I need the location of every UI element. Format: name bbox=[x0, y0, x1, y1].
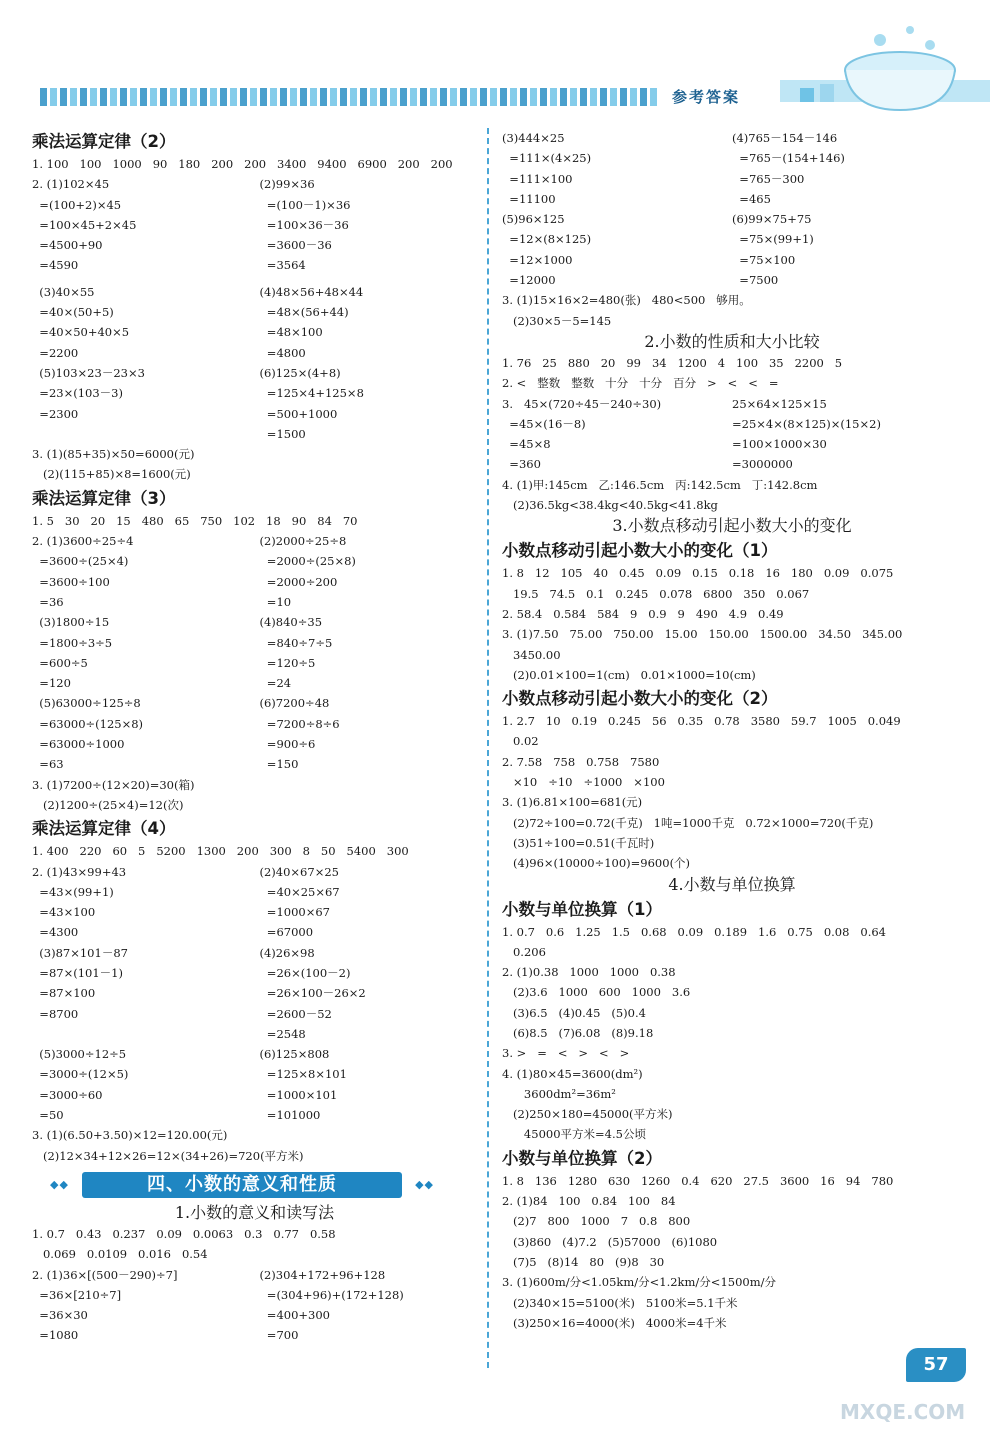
answer-row bbox=[32, 1085, 477, 1105]
answer-cell-left: (5)96×125 bbox=[502, 212, 565, 227]
answer-row bbox=[32, 572, 477, 592]
answer-cell-left: 2. (1)36×[(500－290)÷7] bbox=[32, 1267, 178, 1282]
answer-cell-right: =48×100 bbox=[259, 325, 323, 340]
subsection-heading: 2.小数的性质和大小比较 bbox=[644, 331, 820, 351]
answer-cell-left: =63 bbox=[32, 757, 64, 772]
answer-cell-right: =2000÷200 bbox=[259, 574, 338, 589]
answer-line: 3. (1)(6.50+3.50)×12=120.00(元) bbox=[32, 1128, 228, 1143]
answer-line: 2. 58.4 0.584 584 9 0.9 9 490 4.9 0.49 bbox=[502, 606, 784, 621]
answer-cell-left: =87×100 bbox=[32, 986, 96, 1001]
answer-cell-left: (3)1800÷15 bbox=[32, 615, 110, 630]
answer-cell-right: (6)125×808 bbox=[259, 1047, 330, 1062]
answer-row bbox=[502, 454, 962, 474]
answer-cell-left: (5)103×23－23×3 bbox=[32, 365, 145, 380]
answer-cell-left: =23×(103－3) bbox=[32, 386, 123, 401]
answer-line: 4. (1)甲:145cm 乙:146.5cm 丙:142.5cm 丁:142.8cm bbox=[502, 477, 818, 492]
section-heading: 乘法运算定律（2） bbox=[32, 132, 176, 151]
answer-row bbox=[32, 1285, 477, 1305]
answer-row bbox=[502, 189, 962, 209]
answer-line: 1. 100 100 1000 90 180 200 200 3400 9400 6900 200 200 bbox=[32, 157, 453, 171]
answer-line: 1. 8 136 1280 630 1260 0.4 620 27.5 3600 16 94 780 bbox=[502, 1173, 894, 1188]
answer-line: (2)(115+85)×8=1600(元) bbox=[32, 467, 191, 482]
answer-row bbox=[32, 1305, 477, 1325]
answer-row bbox=[32, 1064, 477, 1084]
answer-cell-left: 2. (1)3600÷25÷4 bbox=[32, 534, 134, 549]
answer-cell-right: =2600－52 bbox=[259, 1006, 332, 1021]
answer-row bbox=[32, 383, 477, 403]
answer-row bbox=[32, 255, 477, 275]
answer-row bbox=[32, 673, 477, 693]
answer-cell-right: =1000×101 bbox=[259, 1087, 338, 1102]
answer-cell-left: =111×100 bbox=[502, 171, 573, 186]
answer-row bbox=[32, 754, 477, 774]
answer-line: (2)250×180=45000(平方米) bbox=[502, 1107, 673, 1122]
answer-row bbox=[32, 282, 477, 302]
answer-line: (6)8.5 (7)6.08 (8)9.18 bbox=[502, 1025, 654, 1040]
answer-cell-right: (2)40×67×25 bbox=[259, 864, 339, 879]
answer-row bbox=[32, 1105, 477, 1125]
answer-cell-left: =100×45+2×45 bbox=[32, 217, 137, 232]
answer-line: (7)5 (8)14 80 (9)8 30 bbox=[502, 1254, 665, 1269]
answer-row bbox=[502, 434, 962, 454]
answer-line: (2)3.6 1000 600 1000 3.6 bbox=[502, 985, 691, 1000]
answer-cell-left: =50 bbox=[32, 1108, 64, 1123]
answer-line: (2)0.01×100=1(cm) 0.01×1000=10(cm) bbox=[502, 667, 756, 682]
answer-line: (2)36.5kg<38.4kg<40.5kg<41.8kg bbox=[502, 498, 718, 513]
answer-row bbox=[32, 922, 477, 942]
answer-line: 0.02 bbox=[502, 734, 539, 749]
answer-cell-left: =40×50+40×5 bbox=[32, 325, 130, 340]
answer-cell-right: =7500 bbox=[732, 273, 779, 288]
answer-line: 3. (1)6.81×100=681(元) bbox=[502, 795, 643, 810]
answer-cell-right: (6)125×(4+8) bbox=[259, 365, 341, 380]
answer-line: 2. (1)84 100 0.84 100 84 bbox=[502, 1194, 676, 1209]
answer-row bbox=[32, 714, 477, 734]
answer-line: 3. (1)(85+35)×50=6000(元) bbox=[32, 447, 195, 462]
answer-line: (2)1200÷(25×4)=12(次) bbox=[32, 797, 184, 812]
answer-row bbox=[32, 235, 477, 255]
teacup-illustration-icon bbox=[780, 10, 990, 120]
answer-cell-left: =45×8 bbox=[502, 437, 551, 452]
answer-cell-right: (4)26×98 bbox=[259, 945, 315, 960]
answer-line: 3. (1)600m/分<1.05km/分<1.2km/分<1500m/分 bbox=[502, 1275, 776, 1290]
answer-row bbox=[502, 250, 962, 270]
answer-row bbox=[32, 983, 477, 1003]
answer-cell-left: =360 bbox=[502, 457, 541, 472]
answer-cell-left: =12000 bbox=[502, 273, 556, 288]
answer-cell-right: =67000 bbox=[259, 925, 314, 940]
answer-cell-right: =(304+96)+(172+128) bbox=[259, 1287, 404, 1302]
answer-cell-left: =12×(8×125) bbox=[502, 232, 592, 247]
answer-line: 2. 7.58 758 0.758 7580 bbox=[502, 754, 660, 769]
answer-cell-right: =(100－1)×36 bbox=[259, 197, 351, 212]
answer-cell-right: =7200÷8÷6 bbox=[259, 716, 340, 731]
answer-cell-right: (4)48×56+48×44 bbox=[259, 284, 364, 299]
answer-cell-right: (4)840÷35 bbox=[259, 615, 323, 630]
answer-cell-left: =3600÷(25×4) bbox=[32, 554, 129, 569]
column-divider bbox=[487, 128, 489, 1368]
answer-cell-right: (2)304+172+96+128 bbox=[259, 1267, 386, 1282]
answer-cell-right: 25×64×125×15 bbox=[732, 396, 827, 411]
answer-cell-right: =700 bbox=[259, 1328, 299, 1343]
answer-cell-right: =120÷5 bbox=[259, 655, 316, 670]
header-decorative-band bbox=[40, 88, 660, 106]
answer-cell-right: =25×4×(8×125)×(15×2) bbox=[732, 416, 881, 431]
answer-line: 45000平方米=4.5公顷 bbox=[502, 1127, 646, 1142]
answer-row bbox=[502, 394, 962, 414]
answer-cell-left: (3)444×25 bbox=[502, 131, 565, 145]
answer-row bbox=[32, 531, 477, 551]
answer-cell-left: =63000÷1000 bbox=[32, 737, 125, 752]
answer-cell-right: =150 bbox=[259, 757, 299, 772]
answer-cell-right: =465 bbox=[732, 191, 771, 206]
answer-row bbox=[32, 404, 477, 424]
answer-cell-right: =900÷6 bbox=[259, 737, 316, 752]
answer-row bbox=[32, 882, 477, 902]
answer-cell-left: =36 bbox=[32, 594, 64, 609]
answer-row bbox=[32, 612, 477, 632]
answer-row bbox=[32, 592, 477, 612]
answer-line: (3)51÷100=0.51(千瓦时) bbox=[502, 835, 655, 850]
answer-cell-right: =840÷7÷5 bbox=[259, 635, 333, 650]
answer-line: (3)250×16=4000(米) 4000米=4千米 bbox=[502, 1315, 727, 1330]
answer-cell-left: =43×100 bbox=[32, 905, 96, 920]
answer-cell-left: =1800÷3÷5 bbox=[32, 635, 113, 650]
answer-line: (4)96×(10000÷100)=9600(个) bbox=[502, 856, 691, 871]
answer-cell-right: =765－(154+146) bbox=[732, 151, 845, 166]
answer-cell-left bbox=[32, 1024, 250, 1044]
answer-row bbox=[502, 169, 962, 189]
answer-cell-left: (5)63000÷125÷8 bbox=[32, 696, 141, 711]
answer-line: 3. (1)7200÷(12×20)=30(箱) bbox=[32, 777, 195, 792]
answer-cell-left: =36×[210÷7] bbox=[32, 1287, 122, 1302]
answer-cell-left: =(100+2)×45 bbox=[32, 197, 122, 212]
answer-cell-left: =40×(50+5) bbox=[32, 305, 114, 320]
answer-cell-left: =1080 bbox=[32, 1328, 79, 1343]
answer-line: 3. (1)7.50 75.00 750.00 15.00 150.00 1500.00 34.50 345.00 bbox=[502, 627, 903, 642]
answer-cell-right: =1500 bbox=[259, 426, 306, 441]
answer-line: 3. > = < > < > bbox=[502, 1046, 630, 1061]
right-column bbox=[502, 128, 962, 1333]
answer-cell-right: =125×4+125×8 bbox=[259, 386, 364, 401]
answer-line: 1. 400 220 60 5 5200 1300 200 300 8 50 5400 300 bbox=[32, 844, 409, 859]
answer-cell-left bbox=[32, 424, 250, 444]
answer-row bbox=[32, 633, 477, 653]
answer-line: (2)30×5－5=145 bbox=[502, 313, 612, 328]
answer-line: 1. 76 25 880 20 99 34 1200 4 100 35 2200 5 bbox=[502, 355, 843, 370]
subsection-heading: 1.小数的意义和读写法 bbox=[174, 1202, 335, 1222]
answer-line: 1. 0.7 0.6 1.25 1.5 0.68 0.09 0.189 1.6 0.75 0.08 0.64 bbox=[502, 924, 887, 939]
answer-row bbox=[32, 1325, 477, 1345]
answer-row bbox=[32, 1024, 477, 1044]
section-heading: 小数点移动引起小数大小的变化（1） bbox=[502, 541, 778, 561]
answer-cell-left: (3)87×101－87 bbox=[32, 945, 128, 960]
answer-line: (2)12×34+12×26=12×(34+26)=720(平方米) bbox=[32, 1148, 304, 1163]
answer-cell-left: =3000÷(12×5) bbox=[32, 1067, 129, 1082]
answer-row bbox=[32, 215, 477, 235]
section-heading: 小数与单位换算（1） bbox=[502, 899, 662, 919]
answer-cell-right: =40×25×67 bbox=[259, 884, 340, 899]
answer-row bbox=[32, 195, 477, 215]
subsection-heading: 3.小数点移动引起小数大小的变化 bbox=[612, 516, 852, 536]
answer-line: (3)860 (4)7.2 (5)57000 (6)1080 bbox=[502, 1234, 718, 1249]
answer-row bbox=[502, 414, 962, 434]
answer-line: 19.5 74.5 0.1 0.245 0.078 6800 350 0.067 bbox=[502, 586, 810, 601]
page-number: 57 bbox=[906, 1348, 966, 1382]
answer-cell-right: =26×(100－2) bbox=[259, 965, 351, 980]
answer-row bbox=[502, 148, 962, 168]
answer-row bbox=[32, 963, 477, 983]
answer-cell-right: =48×(56+44) bbox=[259, 305, 349, 320]
answer-line: 3450.00 bbox=[502, 647, 561, 662]
answer-line: ×10 ÷10 ÷1000 ×100 bbox=[502, 775, 665, 790]
answer-cell-right: =100×36－36 bbox=[259, 217, 349, 232]
answer-line: 0.206 bbox=[502, 944, 546, 959]
answer-cell-right: =75×(99+1) bbox=[732, 232, 814, 247]
answer-cell-left: =4500+90 bbox=[32, 238, 103, 253]
subsection-heading: 4.小数与单位换算 bbox=[668, 874, 796, 894]
answer-line: 2. < 整数 整数 十分 十分 百分 > < < = bbox=[502, 376, 779, 391]
answer-row bbox=[32, 943, 477, 963]
answer-cell-left: (3)40×55 bbox=[32, 284, 95, 299]
section-heading: 乘法运算定律（3） bbox=[32, 488, 176, 508]
answer-cell-left: 3. 45×(720÷45－240÷30) bbox=[502, 396, 662, 411]
answer-row bbox=[502, 209, 962, 229]
answer-cell-right: (2)2000÷25÷8 bbox=[259, 534, 347, 549]
answer-row bbox=[32, 734, 477, 754]
answer-cell-right: (4)765－154－146 bbox=[732, 131, 838, 145]
answer-line: 1. 5 30 20 15 480 65 750 102 18 90 84 70 bbox=[32, 513, 358, 528]
answer-cell-left: =11100 bbox=[502, 191, 556, 206]
answer-cell-right: =2000÷(25×8) bbox=[259, 554, 356, 569]
answer-cell-right: =24 bbox=[259, 676, 292, 691]
answer-cell-right: (6)99×75+75 bbox=[732, 212, 812, 227]
answer-cell-right: =1000×67 bbox=[259, 905, 330, 920]
answer-row bbox=[32, 862, 477, 882]
answer-cell-left: =2300 bbox=[32, 406, 79, 421]
answer-cell-left: =87×(101－1) bbox=[32, 965, 123, 980]
answer-cell-right: =100×1000×30 bbox=[732, 437, 827, 452]
answer-cell-right: =400+300 bbox=[259, 1308, 330, 1323]
answer-cell-left: =4590 bbox=[32, 258, 79, 273]
answer-cell-right: (2)99×36 bbox=[259, 177, 315, 192]
answer-row bbox=[32, 1004, 477, 1024]
answer-line: 0.069 0.0109 0.016 0.54 bbox=[32, 1247, 208, 1262]
answer-cell-right: =101000 bbox=[259, 1108, 321, 1123]
answer-row bbox=[32, 1265, 477, 1285]
answer-row bbox=[32, 653, 477, 673]
answer-cell-left: =2200 bbox=[32, 345, 79, 360]
answer-cell-right: =75×100 bbox=[732, 252, 796, 267]
answer-row bbox=[32, 1044, 477, 1064]
answer-line: 1. 0.7 0.43 0.237 0.09 0.0063 0.3 0.77 0.58 bbox=[32, 1226, 336, 1241]
answer-cell-left: =12×1000 bbox=[502, 252, 573, 267]
answer-cell-right: =765－300 bbox=[732, 171, 805, 186]
answer-line: (2)7 800 1000 7 0.8 800 bbox=[502, 1214, 691, 1229]
answer-cell-right: =3564 bbox=[259, 258, 306, 273]
answer-row bbox=[32, 693, 477, 713]
answer-cell-left: =43×(99+1) bbox=[32, 884, 114, 899]
page-header-title: 参考答案 bbox=[672, 88, 741, 106]
answer-row bbox=[32, 551, 477, 571]
answer-cell-left: (5)3000÷12÷5 bbox=[32, 1047, 127, 1062]
answer-cell-right: =2548 bbox=[259, 1026, 306, 1041]
answer-cell-right: =26×100－26×2 bbox=[259, 986, 366, 1001]
chapter-banner: ◆◆ 四、小数的意义和性质 ◆◆ bbox=[82, 1172, 402, 1198]
answer-cell-right: =500+1000 bbox=[259, 406, 338, 421]
answer-line: (3)6.5 (4)0.45 (5)0.4 bbox=[502, 1005, 646, 1020]
answer-cell-left: =3600÷100 bbox=[32, 574, 110, 589]
answer-cell-left: =4300 bbox=[32, 925, 79, 940]
section-heading: 小数点移动引起小数大小的变化（2） bbox=[502, 689, 778, 709]
answer-cell-right: =10 bbox=[259, 594, 292, 609]
answer-cell-left: =45×(16－8) bbox=[502, 416, 586, 431]
answer-line: 3. (1)15×16×2=480(张) 480<500 够用。 bbox=[502, 293, 751, 308]
answer-cell-left: 2. (1)43×99+43 bbox=[32, 864, 127, 879]
answer-cell-right: =3000000 bbox=[732, 457, 793, 472]
answer-row bbox=[32, 174, 477, 194]
left-column bbox=[32, 128, 477, 1346]
answer-cell-left: =8700 bbox=[32, 1006, 79, 1021]
watermark-logo: MXQE.COM bbox=[840, 1400, 966, 1424]
answer-row bbox=[32, 363, 477, 383]
answer-cell-left: =3000÷60 bbox=[32, 1087, 103, 1102]
answer-cell-left: 2. (1)102×45 bbox=[32, 177, 110, 192]
answer-line: 1. 2.7 10 0.19 0.245 56 0.35 0.78 3580 59.7 1005 0.049 bbox=[502, 714, 901, 729]
answer-line: 3600dm²=36m² bbox=[502, 1086, 616, 1101]
answer-cell-left: =111×(4×25) bbox=[502, 151, 592, 166]
answer-row bbox=[32, 322, 477, 342]
answer-cell-left: =120 bbox=[32, 676, 71, 691]
answer-row bbox=[32, 424, 477, 444]
answer-row bbox=[502, 270, 962, 290]
answer-cell-left: =600÷5 bbox=[32, 655, 88, 670]
answer-cell-right: =125×8×101 bbox=[259, 1067, 347, 1082]
answer-line: (2)72÷100=0.72(千克) 1吨=1000千克 0.72×1000=720(千克) bbox=[502, 815, 874, 830]
section-heading: 小数与单位换算（2） bbox=[502, 1148, 662, 1168]
answer-line: 2. (1)0.38 1000 1000 0.38 bbox=[502, 965, 676, 980]
answer-line: (2)340×15=5100(米) 5100米=5.1千米 bbox=[502, 1295, 738, 1310]
answer-line: 4. (1)80×45=3600(dm²) bbox=[502, 1066, 643, 1081]
answer-row bbox=[32, 302, 477, 322]
answer-cell-right: =4800 bbox=[259, 345, 306, 360]
answer-line: 1. 8 12 105 40 0.45 0.09 0.15 0.18 16 180 0.09 0.075 bbox=[502, 566, 894, 581]
answer-cell-right: (6)7200÷48 bbox=[259, 696, 330, 711]
answer-row bbox=[32, 902, 477, 922]
answer-row bbox=[32, 343, 477, 363]
answer-cell-right: =3600－36 bbox=[259, 238, 332, 253]
answer-row bbox=[502, 229, 962, 249]
answer-cell-left: =63000÷(125×8) bbox=[32, 716, 144, 731]
answer-row bbox=[502, 128, 962, 148]
section-heading: 乘法运算定律（4） bbox=[32, 819, 176, 839]
answer-cell-left: =36×30 bbox=[32, 1308, 88, 1323]
